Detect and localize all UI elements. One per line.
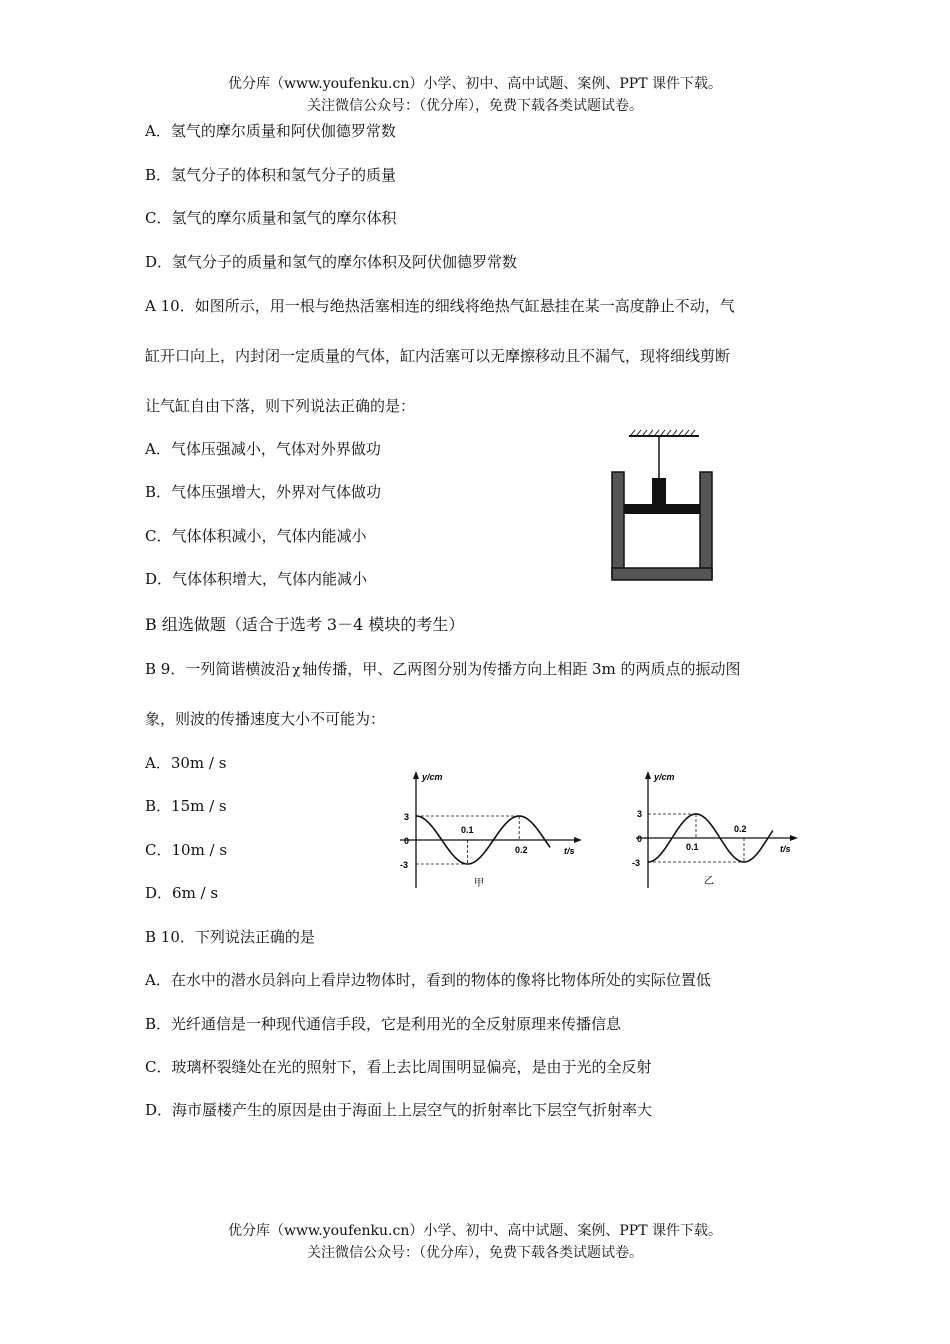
- q9a-option-c: C．氢气的摩尔质量和氢气的摩尔体积: [145, 209, 397, 227]
- chi-symbol: χ: [292, 663, 301, 678]
- qb9-stem-pre: B 9．一列简谐横波沿: [145, 660, 291, 678]
- y-axis-label: y/cm: [422, 772, 443, 782]
- q9a-option-d: D．氢气分子的质量和氢气的摩尔体积及阿伏伽德罗常数: [145, 253, 518, 271]
- y-axis-arrow: [645, 771, 651, 779]
- qa10-option-b: B．气体压强增大，外界对气体做功: [145, 483, 382, 501]
- page-footer: [0, 1221, 950, 1263]
- qa10-option-d: D．气体体积增大，气体内能减小: [145, 570, 368, 588]
- x-axis-label: t/s: [564, 846, 575, 856]
- q9a-option-a: A．氢气的摩尔质量和阿伏伽德罗常数: [145, 122, 396, 140]
- y-tick-neg: -3: [400, 860, 409, 870]
- t-tick-2: 0.2: [515, 845, 528, 855]
- x-axis-arrow: [790, 835, 798, 841]
- qa10-stem-line-3: 让气缸自由下落，则下列说法正确的是：: [145, 397, 416, 415]
- qb9-option-b: B．15m / s: [145, 797, 227, 815]
- origin-label: 0: [637, 834, 643, 844]
- page-header: [0, 74, 950, 116]
- y-axis-label: y/cm: [654, 772, 675, 782]
- cylinder-figure: [605, 428, 715, 588]
- qb10-option-c: C．玻璃杯裂缝处在光的照射下，看上去比周围明显偏亮，是由于光的全反射: [145, 1058, 652, 1076]
- graph-jia: [390, 768, 590, 893]
- qb9-option-a: A．30m / s: [145, 754, 227, 772]
- x-axis-label: t/s: [780, 844, 791, 854]
- piston-rod: [652, 478, 666, 504]
- header-line-1: 优分库（www.youfenku.cn）小学、初中、高中试题、案例、PPT 课件下载。: [227, 76, 722, 92]
- graph-yi: [630, 768, 805, 893]
- y-tick-pos: 3: [404, 812, 410, 822]
- section-b-title: B 组选做题（适合于选考 3－4 模块的考生）: [145, 615, 465, 634]
- y-axis-arrow: [413, 771, 419, 779]
- header-line-2: 关注微信公众号：（优分库），免费下载各类试题试卷。: [307, 98, 643, 114]
- qa10-option-a: A．气体压强减小，气体对外界做功: [145, 440, 381, 458]
- ceiling-hatch: [631, 430, 695, 435]
- qa10-stem-line-2: 缸开口向上，内封闭一定质量的气体，缸内活塞可以无摩擦移动且不漏气，现将细线剪断: [145, 347, 731, 365]
- origin-label: 0: [404, 836, 410, 846]
- y-tick-neg: -3: [632, 858, 641, 868]
- t-tick-1: 0.1: [686, 842, 699, 852]
- qb9-option-d: D．6m / s: [145, 884, 219, 902]
- graph-caption: 乙: [704, 876, 714, 887]
- qa10-stem-line-1: A 10．如图所示，用一根与绝热活塞相连的细线将绝热气缸悬挂在某一高度静止不动，气: [145, 297, 735, 315]
- footer-line-2: 关注微信公众号：（优分库），免费下载各类试题试卷。: [307, 1245, 643, 1261]
- qb9-stem-line-1: [145, 658, 741, 679]
- footer-line-1: 优分库（www.youfenku.cn）小学、初中、高中试题、案例、PPT 课件下载。: [227, 1223, 722, 1239]
- qb9-stem-post: 轴传播，甲、乙两图分别为传播方向上相距 3m 的两质点的振动图: [302, 660, 741, 678]
- qb9-option-c: C．10m / s: [145, 841, 228, 859]
- piston-plate: [624, 504, 700, 514]
- qb10-option-b: B．光纤通信是一种现代通信手段，它是利用光的全反射原理来传播信息: [145, 1015, 622, 1033]
- t-tick-2: 0.2: [734, 824, 747, 834]
- q9a-option-b: B．氢气分子的体积和氢气分子的质量: [145, 166, 397, 184]
- qb10-option-d: D．海市蜃楼产生的原因是由于海面上上层空气的折射率比下层空气折射率大: [145, 1101, 653, 1119]
- x-axis-arrow: [574, 837, 582, 843]
- y-tick-pos: 3: [637, 809, 643, 819]
- qb10-stem: B 10．下列说法正确的是: [145, 928, 315, 946]
- graph-caption: 甲: [474, 878, 484, 889]
- qa10-option-c: C．气体体积减小，气体内能减小: [145, 527, 367, 545]
- qb9-stem-line-2: 象，则波的传播速度大小不可能为：: [145, 710, 386, 728]
- t-tick-1: 0.1: [461, 825, 474, 835]
- qb10-option-a: A．在水中的潜水员斜向上看岸边物体时，看到的物体的像将比物体所处的实际位置低: [145, 971, 711, 989]
